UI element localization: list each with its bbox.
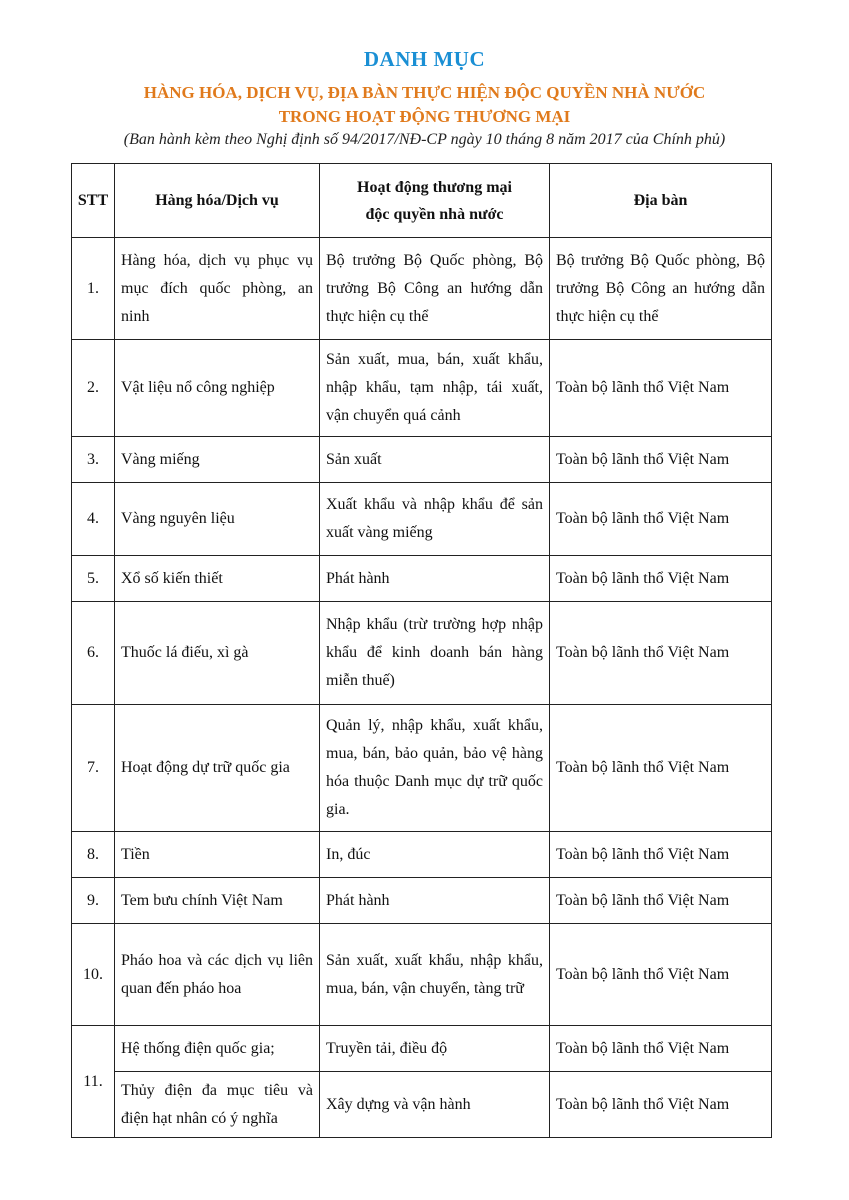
cell-goods: Thủy điện đa mục tiêu và điện hạt nhân có ý nghĩa (115, 1072, 320, 1138)
header-stt: STT (72, 164, 115, 238)
cell-stt: 10. (72, 924, 115, 1026)
cell-area: Toàn bộ lãnh thổ Việt Nam (550, 1072, 772, 1138)
cell-activity: Nhập khẩu (trừ trường hợp nhập khẩu để kinh doanh bán hàng miễn thuế) (320, 602, 550, 705)
cell-activity: Xây dựng và vận hành (320, 1072, 550, 1138)
cell-goods: Tiền (115, 832, 320, 878)
header-goods: Hàng hóa/Dịch vụ (115, 164, 320, 238)
cell-activity: Truyền tải, điều độ (320, 1026, 550, 1072)
header-activity-line-2: độc quyền nhà nước (365, 205, 504, 223)
cell-stt: 2. (72, 340, 115, 437)
cell-area: Toàn bộ lãnh thổ Việt Nam (550, 878, 772, 924)
cell-area: Toàn bộ lãnh thổ Việt Nam (550, 602, 772, 705)
cell-area: Toàn bộ lãnh thổ Việt Nam (550, 705, 772, 832)
cell-stt: 8. (72, 832, 115, 878)
cell-area: Toàn bộ lãnh thổ Việt Nam (550, 437, 772, 483)
cell-activity: Sản xuất, mua, bán, xuất khẩu, nhập khẩu, tạm nhập, tái xuất, vận chuyển quá cảnh (320, 340, 550, 437)
cell-activity: Quản lý, nhập khẩu, xuất khẩu, mua, bán, bảo quản, bảo vệ hàng hóa thuộc Danh mục dự trữ quốc gia. (320, 705, 550, 832)
cell-goods: Pháo hoa và các dịch vụ liên quan đến pháo hoa (115, 924, 320, 1026)
header-activity (320, 164, 550, 238)
cell-stt: 7. (72, 705, 115, 832)
cell-goods: Hoạt động dự trữ quốc gia (115, 705, 320, 832)
table-row (72, 340, 772, 437)
table-row (72, 437, 772, 483)
table-row (72, 556, 772, 602)
header-activity-line-1: Hoạt động thương mại (357, 178, 512, 196)
document-subtitle-line-2: TRONG HOẠT ĐỘNG THƯƠNG MẠI (278, 107, 571, 126)
cell-stt: 11. (72, 1026, 115, 1138)
table-row (72, 1026, 772, 1072)
cell-goods: Xổ số kiến thiết (115, 556, 320, 602)
cell-area: Bộ trưởng Bộ Quốc phòng, Bộ trưởng Bộ Công an hướng dẫn thực hiện cụ thể (550, 238, 772, 340)
cell-activity: Phát hành (320, 878, 550, 924)
document-subtitle-line-1: HÀNG HÓA, DỊCH VỤ, ĐỊA BÀN THỰC HIỆN ĐỘC QUYỀN NHÀ NƯỚC (143, 83, 706, 102)
cell-stt: 9. (72, 878, 115, 924)
table-row (72, 238, 772, 340)
cell-goods: Tem bưu chính Việt Nam (115, 878, 320, 924)
cell-stt: 6. (72, 602, 115, 705)
table-row (72, 1072, 772, 1138)
cell-area: Toàn bộ lãnh thổ Việt Nam (550, 1026, 772, 1072)
table-row (72, 602, 772, 705)
cell-goods: Vật liệu nổ công nghiệp (115, 340, 320, 437)
cell-stt: 3. (72, 437, 115, 483)
table-row (72, 832, 772, 878)
cell-area: Toàn bộ lãnh thổ Việt Nam (550, 924, 772, 1026)
table-row (72, 483, 772, 556)
cell-area: Toàn bộ lãnh thổ Việt Nam (550, 483, 772, 556)
cell-goods: Hệ thống điện quốc gia; (115, 1026, 320, 1072)
cell-activity: Sản xuất, xuất khẩu, nhập khẩu, mua, bán, vận chuyển, tàng trữ (320, 924, 550, 1026)
cell-stt: 1. (72, 238, 115, 340)
cell-activity: Sản xuất (320, 437, 550, 483)
cell-area: Toàn bộ lãnh thổ Việt Nam (550, 832, 772, 878)
table-row (72, 705, 772, 832)
table-row (72, 924, 772, 1026)
cell-stt: 4. (72, 483, 115, 556)
monopoly-table (71, 163, 772, 1138)
cell-activity: In, đúc (320, 832, 550, 878)
decree-reference: (Ban hành kèm theo Nghị định số 94/2017/NĐ-CP ngày 10 tháng 8 năm 2017 của Chính phủ) (123, 131, 726, 148)
table-row (72, 878, 772, 924)
cell-stt: 5. (72, 556, 115, 602)
cell-area: Toàn bộ lãnh thổ Việt Nam (550, 556, 772, 602)
cell-goods: Vàng nguyên liệu (115, 483, 320, 556)
table-header-row (72, 164, 772, 238)
cell-goods: Vàng miếng (115, 437, 320, 483)
cell-activity: Phát hành (320, 556, 550, 602)
cell-goods: Thuốc lá điếu, xì gà (115, 602, 320, 705)
cell-activity: Xuất khẩu và nhập khẩu để sản xuất vàng miếng (320, 483, 550, 556)
cell-activity: Bộ trưởng Bộ Quốc phòng, Bộ trưởng Bộ Công an hướng dẫn thực hiện cụ thể (320, 238, 550, 340)
cell-area: Toàn bộ lãnh thổ Việt Nam (550, 340, 772, 437)
document-title: DANH MỤC (363, 47, 486, 71)
header-area: Địa bàn (550, 164, 772, 238)
cell-goods: Hàng hóa, dịch vụ phục vụ mục đích quốc phòng, an ninh (115, 238, 320, 340)
